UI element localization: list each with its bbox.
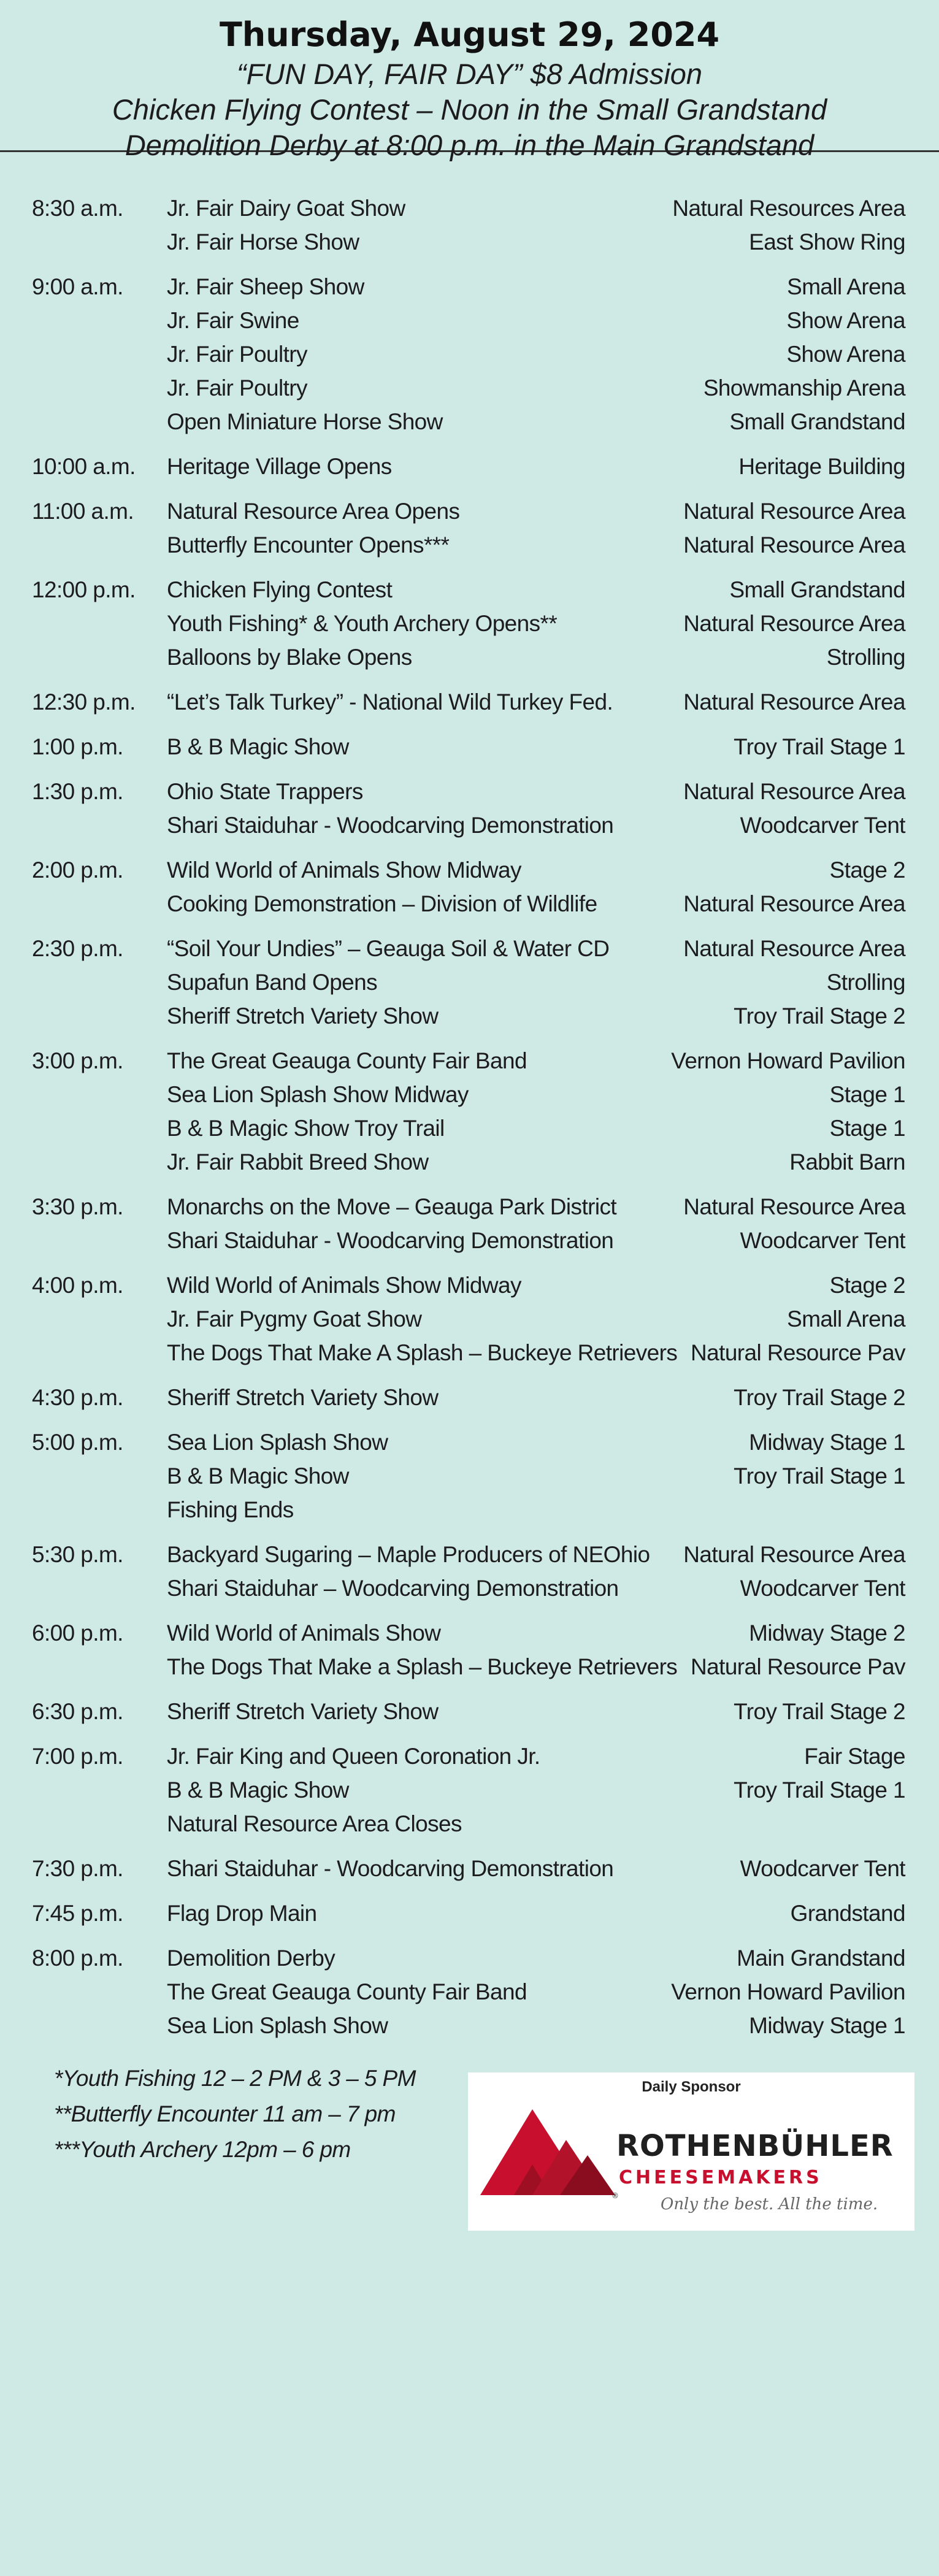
schedule-list (32, 191, 905, 2053)
event-name: Jr. Fair Pygmy Goat Show (167, 1306, 422, 1332)
schedule-block (32, 494, 905, 562)
event-location: Stage 1 (829, 1116, 905, 1141)
event-rows (167, 1852, 905, 1885)
event-row (167, 270, 905, 304)
schedule-block (32, 1044, 905, 1179)
event-name: Ohio State Trappers (167, 779, 363, 804)
event-location: Woodcarver Tent (740, 1228, 905, 1253)
event-rows (167, 1739, 905, 1841)
event-location: Troy Trail Stage 1 (734, 1463, 905, 1489)
event-name: “Let’s Talk Turkey” - National Wild Turkey Fed. (167, 689, 613, 715)
header-line-derby: Demolition Derby at 8:00 p.m. in the Main Grandstand (125, 129, 814, 161)
event-rows (167, 494, 905, 562)
event-location: Natural Resource Pav (691, 1340, 905, 1365)
event-location: Small Arena (787, 1306, 905, 1332)
time-label: 1:30 p.m. (32, 779, 123, 804)
time-label: 4:30 p.m. (32, 1385, 123, 1410)
event-row (167, 1381, 905, 1414)
time-label: 9:00 a.m. (32, 274, 123, 299)
event-row (167, 1739, 905, 1773)
event-rows (167, 1268, 905, 1370)
event-location: Strolling (826, 970, 905, 995)
footnote-butterfly: **Butterfly Encounter 11 am – 7 pm (54, 2101, 396, 2126)
time-label: 3:30 p.m. (32, 1194, 123, 1219)
event-row (167, 528, 905, 562)
event-rows (167, 685, 905, 719)
page-title: Thursday, August 29, 2024 (219, 15, 720, 54)
event-name: Wild World of Animals Show (167, 1620, 441, 1646)
event-location: Natural Resource Area (683, 1194, 905, 1219)
event-name: Wild World of Animals Show Midway (167, 1273, 521, 1298)
event-row (167, 1538, 905, 1571)
event-row (167, 1111, 905, 1145)
time-label: 5:30 p.m. (32, 1542, 123, 1567)
event-name: Sheriff Stretch Variety Show (167, 1003, 439, 1029)
event-location: Stage 2 (829, 857, 905, 883)
event-row (167, 1773, 905, 1807)
time-label: 12:30 p.m. (32, 689, 136, 715)
event-name: Demolition Derby (167, 1945, 335, 1971)
schedule-block (32, 1425, 905, 1527)
time-label: 6:30 p.m. (32, 1699, 123, 1724)
event-location: Woodcarver Tent (740, 813, 905, 838)
event-row (167, 1616, 905, 1650)
time-label: 2:00 p.m. (32, 857, 123, 883)
event-location: Small Grandstand (729, 577, 905, 602)
time-label: 7:45 p.m. (32, 1901, 123, 1926)
event-row (167, 1941, 905, 1975)
event-row (167, 1078, 905, 1111)
event-location: Heritage Building (738, 454, 905, 479)
event-rows (167, 573, 905, 674)
event-row (167, 494, 905, 528)
schedule-block (32, 450, 905, 483)
event-row (167, 640, 905, 674)
page-header (0, 0, 939, 161)
event-name: Jr. Fair Rabbit Breed Show (167, 1149, 429, 1175)
time-label: 3:00 p.m. (32, 1048, 123, 1073)
event-name: The Dogs That Make A Splash – Buckeye Retrievers (167, 1340, 678, 1365)
event-name: Balloons by Blake Opens (167, 645, 412, 670)
schedule-block (32, 191, 905, 259)
time-label: 2:30 p.m. (32, 936, 123, 961)
event-row (167, 1336, 905, 1370)
event-name: Shari Staiduhar - Woodcarving Demonstration (167, 813, 614, 838)
event-location: Troy Trail Stage 1 (734, 1777, 905, 1803)
sponsor-tagline: Only the best. All the time. (661, 2195, 878, 2214)
event-name: B & B Magic Show (167, 1777, 349, 1803)
event-location: Vernon Howard Pavilion (671, 1979, 905, 2004)
event-name: The Dogs That Make a Splash – Buckeye Retrievers (167, 1654, 678, 1679)
event-name: Wild World of Animals Show Midway (167, 857, 521, 883)
event-name: Jr. Fair Sheep Show (167, 274, 364, 299)
event-row (167, 1852, 905, 1885)
schedule-block (32, 1616, 905, 1684)
schedule-block (32, 1538, 905, 1605)
event-name: Natural Resource Area Closes (167, 1811, 462, 1836)
event-row (167, 853, 905, 887)
event-rows (167, 1538, 905, 1605)
schedule-block (32, 1739, 905, 1841)
event-row (167, 730, 905, 764)
event-location: Fair Stage (804, 1744, 905, 1769)
event-name: Sheriff Stretch Variety Show (167, 1699, 439, 1724)
schedule-block (32, 1695, 905, 1728)
event-row (167, 1224, 905, 1257)
event-name: Backyard Sugaring – Maple Producers of NEOhio (167, 1542, 650, 1567)
event-location: Small Grandstand (729, 409, 905, 434)
event-location: Natural Resource Area (683, 891, 905, 916)
event-row (167, 1044, 905, 1078)
event-row (167, 607, 905, 640)
event-location: Natural Resources Area (672, 196, 905, 221)
sponsor-label: Daily Sponsor (642, 2079, 741, 2095)
header-line-chicken: Chicken Flying Contest – Noon in the Small Grandstand (112, 93, 827, 126)
event-location: Natural Resource Pav (691, 1654, 905, 1679)
event-location: Troy Trail Stage 2 (734, 1003, 905, 1029)
event-name: Youth Fishing* & Youth Archery Opens** (167, 611, 558, 636)
event-location: Troy Trail Stage 2 (734, 1699, 905, 1724)
schedule-block (32, 573, 905, 674)
event-location: Stage 1 (829, 1082, 905, 1107)
event-name: Jr. Fair Poultry (167, 375, 307, 401)
event-rows (167, 853, 905, 921)
event-name: Monarchs on the Move – Geauga Park District (167, 1194, 617, 1219)
event-name: Supafun Band Opens (167, 970, 378, 995)
time-label: 7:00 p.m. (32, 1744, 123, 1769)
schedule-block (32, 1190, 905, 1257)
event-name: Flag Drop Main (167, 1901, 317, 1926)
event-rows (167, 1190, 905, 1257)
event-row (167, 1896, 905, 1930)
event-name: “Soil Your Undies” – Geauga Soil & Water CD (167, 936, 610, 961)
event-rows (167, 191, 905, 259)
mountain-logo-icon (480, 2103, 621, 2201)
footnotes (54, 2061, 416, 2168)
time-label: 4:00 p.m. (32, 1273, 123, 1298)
event-location: Show Arena (786, 308, 905, 333)
sponsor-logo-sub: CHEESEMAKERS (619, 2167, 822, 2188)
sponsor-logo-text: ROTHENBÜHLER (616, 2129, 894, 2163)
event-location: Vernon Howard Pavilion (671, 1048, 905, 1073)
event-row (167, 1425, 905, 1459)
event-rows (167, 1425, 905, 1527)
event-name: Jr. Fair Poultry (167, 342, 307, 367)
event-name: Jr. Fair King and Queen Coronation Jr. (167, 1744, 540, 1769)
header-line-admission: “FUN DAY, FAIR DAY” $8 Admission (236, 58, 703, 90)
event-rows (167, 730, 905, 764)
time-label: 11:00 a.m. (32, 499, 134, 524)
time-label: 10:00 a.m. (32, 454, 136, 479)
event-row (167, 573, 905, 607)
event-name: The Great Geauga County Fair Band (167, 1048, 527, 1073)
event-name: Sea Lion Splash Show Midway (167, 1082, 469, 1107)
event-name: Sheriff Stretch Variety Show (167, 1385, 439, 1410)
event-location: Stage 2 (829, 1273, 905, 1298)
event-name: Shari Staiduhar – Woodcarving Demonstration (167, 1576, 619, 1601)
footnote-youth-fishing: *Youth Fishing 12 – 2 PM & 3 – 5 PM (54, 2066, 416, 2091)
event-name: Cooking Demonstration – Division of Wildlife (167, 891, 597, 916)
event-name: The Great Geauga County Fair Band (167, 1979, 527, 2004)
event-location: Woodcarver Tent (740, 1576, 905, 1601)
event-row (167, 1695, 905, 1728)
event-row (167, 225, 905, 259)
footnote-archery: ***Youth Archery 12pm – 6 pm (54, 2137, 351, 2162)
event-name: Jr. Fair Horse Show (167, 229, 359, 255)
event-location: Grandstand (790, 1901, 905, 1926)
schedule-block (32, 1268, 905, 1370)
event-row (167, 450, 905, 483)
time-label: 12:00 p.m. (32, 577, 136, 602)
event-name: Sea Lion Splash Show (167, 2013, 388, 2038)
event-name: Open Miniature Horse Show (167, 409, 443, 434)
event-row (167, 932, 905, 965)
event-name: Fishing Ends (167, 1497, 294, 1522)
event-row (167, 685, 905, 719)
event-location: Natural Resource Area (683, 779, 905, 804)
schedule-block (32, 730, 905, 764)
event-rows (167, 932, 905, 1033)
event-location: Strolling (826, 645, 905, 670)
time-label: 6:00 p.m. (32, 1620, 123, 1646)
event-location: Show Arena (786, 342, 905, 367)
event-row (167, 775, 905, 808)
svg-text:®: ® (611, 2191, 619, 2200)
event-name: Jr. Fair Swine (167, 308, 299, 333)
schedule-block (32, 1896, 905, 1930)
event-rows (167, 1616, 905, 1684)
event-name: B & B Magic Show Troy Trail (167, 1116, 445, 1141)
event-rows (167, 450, 905, 483)
event-row (167, 2009, 905, 2042)
event-location: Natural Resource Area (683, 499, 905, 524)
event-row (167, 1493, 905, 1527)
time-label: 5:00 p.m. (32, 1430, 123, 1455)
time-label: 8:30 a.m. (32, 196, 123, 221)
event-row (167, 1975, 905, 2009)
event-location: Troy Trail Stage 2 (734, 1385, 905, 1410)
time-label: 8:00 p.m. (32, 1945, 123, 1971)
event-row (167, 1807, 905, 1841)
event-name: Chicken Flying Contest (167, 577, 393, 602)
schedule-block (32, 685, 905, 719)
event-name: Sea Lion Splash Show (167, 1430, 388, 1455)
event-location: Small Arena (787, 274, 905, 299)
event-row (167, 337, 905, 371)
event-location: Troy Trail Stage 1 (734, 734, 905, 759)
event-location: Rabbit Barn (789, 1149, 905, 1175)
schedule-block (32, 1381, 905, 1414)
schedule-block (32, 1852, 905, 1885)
schedule-block (32, 775, 905, 842)
event-name: Butterfly Encounter Opens*** (167, 532, 450, 558)
event-rows (167, 1044, 905, 1179)
event-name: B & B Magic Show (167, 1463, 349, 1489)
event-rows (167, 1695, 905, 1728)
event-location: Woodcarver Tent (740, 1856, 905, 1881)
event-name: Jr. Fair Dairy Goat Show (167, 196, 405, 221)
event-location: Natural Resource Area (683, 1542, 905, 1567)
event-row (167, 999, 905, 1033)
event-row (167, 405, 905, 439)
event-rows (167, 1381, 905, 1414)
event-location: Midway Stage 2 (749, 1620, 905, 1646)
event-location: Natural Resource Area (683, 611, 905, 636)
event-row (167, 1650, 905, 1684)
schedule-block (32, 853, 905, 921)
event-row (167, 1145, 905, 1179)
event-location: Main Grandstand (737, 1945, 905, 1971)
event-row (167, 887, 905, 921)
event-rows (167, 1941, 905, 2042)
event-row (167, 808, 905, 842)
event-row (167, 965, 905, 999)
event-row (167, 1571, 905, 1605)
sponsor-box (468, 2072, 914, 2231)
event-row (167, 371, 905, 405)
event-row (167, 304, 905, 337)
event-location: Midway Stage 1 (749, 1430, 905, 1455)
event-row (167, 1268, 905, 1302)
event-name: Shari Staiduhar - Woodcarving Demonstration (167, 1228, 614, 1253)
event-location: Natural Resource Area (683, 936, 905, 961)
event-location: Natural Resource Area (683, 532, 905, 558)
event-row (167, 1190, 905, 1224)
schedule-block (32, 932, 905, 1033)
event-location: East Show Ring (749, 229, 905, 255)
event-name: Natural Resource Area Opens (167, 499, 460, 524)
event-row (167, 1302, 905, 1336)
event-rows (167, 775, 905, 842)
event-name: Heritage Village Opens (167, 454, 392, 479)
event-row (167, 191, 905, 225)
event-location: Midway Stage 1 (749, 2013, 905, 2038)
event-location: Natural Resource Area (683, 689, 905, 715)
schedule-block (32, 1941, 905, 2042)
event-row (167, 1459, 905, 1493)
event-location: Showmanship Arena (703, 375, 905, 401)
event-name: Shari Staiduhar - Woodcarving Demonstration (167, 1856, 614, 1881)
event-rows (167, 1896, 905, 1930)
time-label: 1:00 p.m. (32, 734, 123, 759)
schedule-block (32, 270, 905, 439)
time-label: 7:30 p.m. (32, 1856, 123, 1881)
event-rows (167, 270, 905, 439)
event-name: B & B Magic Show (167, 734, 349, 759)
